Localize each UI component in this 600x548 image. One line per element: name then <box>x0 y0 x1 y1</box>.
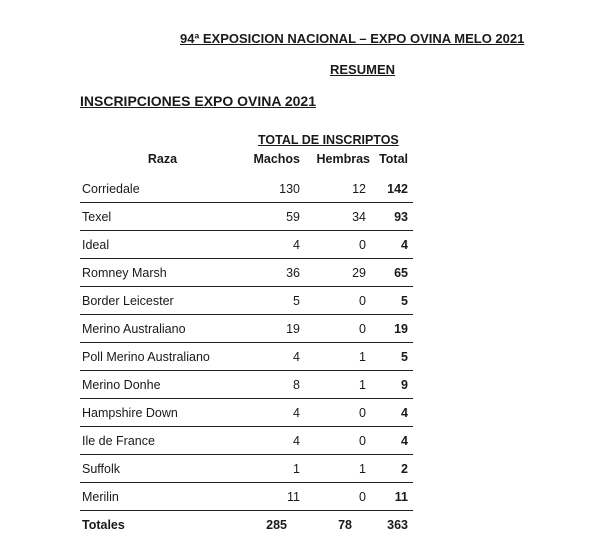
cell-hembras: 0 <box>359 294 366 308</box>
table-row <box>80 203 413 231</box>
cell-hembras: 0 <box>359 490 366 504</box>
totals-label: Totales <box>82 518 125 532</box>
cell-machos: 59 <box>286 210 300 224</box>
table-row <box>80 483 413 511</box>
table-row <box>80 287 413 315</box>
cell-hembras: 34 <box>352 210 366 224</box>
cell-hembras: 0 <box>359 434 366 448</box>
cell-raza: Texel <box>82 210 112 224</box>
table-row <box>80 371 413 399</box>
cell-machos: 4 <box>293 434 300 448</box>
table-body <box>80 175 413 538</box>
totals-hembras: 78 <box>338 518 352 532</box>
cell-machos: 4 <box>293 238 300 252</box>
table-row <box>80 399 413 427</box>
cell-raza: Merino Australiano <box>82 322 186 336</box>
cell-hembras: 1 <box>359 462 366 476</box>
cell-raza: Suffolk <box>82 462 120 476</box>
document-subtitle: RESUMEN <box>330 62 396 77</box>
cell-total: 4 <box>401 434 408 448</box>
cell-total: 11 <box>394 490 408 504</box>
cell-total: 4 <box>401 238 408 252</box>
cell-machos: 19 <box>286 322 300 336</box>
totals-row <box>80 511 413 538</box>
cell-raza: Border Leicester <box>82 294 174 308</box>
cell-machos: 8 <box>293 378 300 392</box>
cell-total: 19 <box>394 322 408 336</box>
cell-hembras: 1 <box>359 350 366 364</box>
cell-total: 142 <box>387 182 408 196</box>
cell-total: 93 <box>394 210 408 224</box>
cell-hembras: 29 <box>352 266 366 280</box>
cell-total: 2 <box>401 462 408 476</box>
table-row <box>80 175 413 203</box>
column-header-raza: Raza <box>147 152 178 166</box>
table-row <box>80 455 413 483</box>
cell-raza: Merilin <box>82 490 119 504</box>
cell-raza: Romney Marsh <box>82 266 167 280</box>
column-header-machos: Machos <box>253 152 300 166</box>
cell-total: 5 <box>401 350 408 364</box>
table-row <box>80 427 413 455</box>
cell-hembras: 0 <box>359 238 366 252</box>
cell-total: 65 <box>394 266 408 280</box>
cell-hembras: 0 <box>359 322 366 336</box>
totals-machos: 285 <box>266 518 287 532</box>
cell-raza: Corriedale <box>82 182 140 196</box>
cell-machos: 4 <box>293 350 300 364</box>
cell-machos: 1 <box>293 462 300 476</box>
cell-total: 4 <box>401 406 408 420</box>
cell-machos: 5 <box>293 294 300 308</box>
section-heading: INSCRIPCIONES EXPO OVINA 2021 <box>80 93 316 109</box>
cell-machos: 4 <box>293 406 300 420</box>
cell-machos: 130 <box>279 182 300 196</box>
totals-total: 363 <box>387 518 408 532</box>
table-row <box>80 343 413 371</box>
cell-total: 9 <box>401 378 408 392</box>
column-header-total: Total <box>379 152 408 166</box>
column-header-hembras: Hembras <box>316 152 370 166</box>
table-group-header: TOTAL DE INSCRIPTOS <box>258 133 399 147</box>
cell-machos: 11 <box>287 490 300 504</box>
cell-raza: Poll Merino Australiano <box>82 350 210 364</box>
table-row <box>80 315 413 343</box>
cell-machos: 36 <box>286 266 300 280</box>
cell-hembras: 0 <box>359 406 366 420</box>
document-title: 94ª EXPOSICION NACIONAL – EXPO OVINA MELO 2021 <box>180 31 525 46</box>
cell-raza: Ideal <box>82 238 110 252</box>
table-row <box>80 259 413 287</box>
cell-raza: Ile de France <box>82 434 155 448</box>
cell-hembras: 1 <box>359 378 366 392</box>
cell-raza: Hampshire Down <box>82 406 178 420</box>
table-row <box>80 231 413 259</box>
cell-hembras: 12 <box>352 182 366 196</box>
cell-raza: Merino Donhe <box>82 378 161 392</box>
cell-total: 5 <box>401 294 408 308</box>
